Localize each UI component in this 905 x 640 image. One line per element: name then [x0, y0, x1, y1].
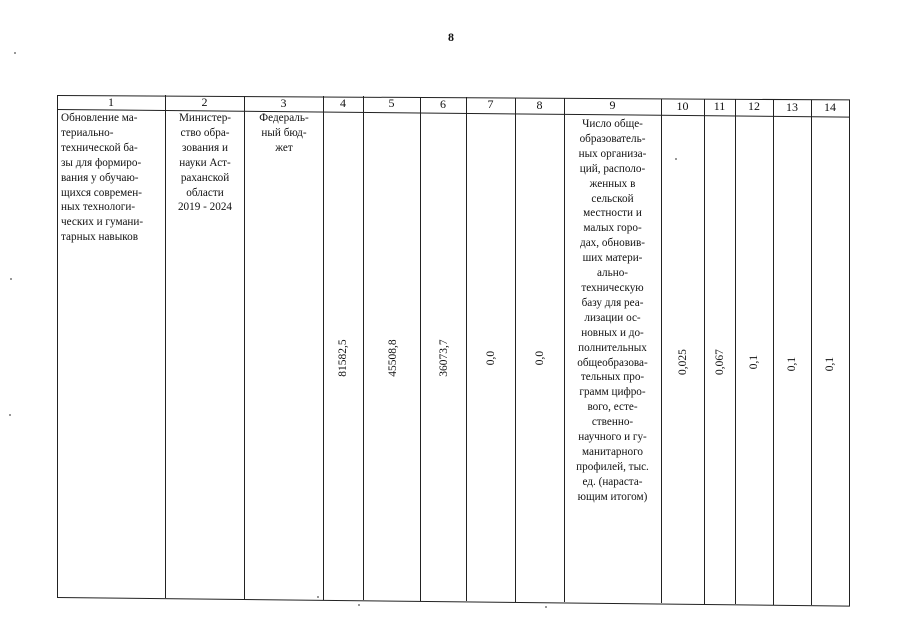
- cell-executor: Министер- ство обра- зования и науки Аст- раханской области 2019 - 2024: [177, 112, 233, 214]
- cell-value-12: 0,1: [748, 354, 760, 370]
- header-cell: 7: [487, 97, 494, 111]
- col-border: [661, 99, 662, 603]
- col-border: [466, 97, 467, 601]
- col-border: [57, 95, 58, 597]
- scan-speck: [675, 158, 677, 160]
- header-cell: 3: [280, 96, 287, 110]
- header-cell: 14: [824, 100, 836, 114]
- header-cell: 10: [676, 99, 689, 113]
- header-cell: 4: [340, 96, 346, 110]
- col-border: [363, 96, 364, 600]
- cell-indicator: Число обще- образователь- ных организа- ций, располо- женных в сельской местности и малых горо- дах, обновив- ших матери- ально- техническую базу для реа- лизации ос- новных и до- полнительных общеобразова- тельных про- грамм цифро- вого, есте- ственно- научного и гу- манитарного профилей, тыс. ед. (нараста- ющим итогом): [576, 118, 649, 503]
- scan-speck: [9, 414, 11, 416]
- cell-value-5: 45508,8: [387, 339, 399, 377]
- col-border: [773, 100, 774, 605]
- header-cell: 6: [440, 97, 446, 111]
- col-border: [704, 99, 705, 604]
- col-border: [564, 98, 565, 602]
- cell-value-6: 36073,7: [438, 339, 450, 377]
- cell-event-name: Обновление ма- териально- технической ба- зы для формиро- вания у обучаю- щихся современ- ных технологи- ческих и гумани- тарных навыков: [61, 112, 144, 244]
- scan-speck: [10, 278, 12, 280]
- header-cell: 12: [748, 99, 760, 113]
- header-cell: 9: [609, 98, 616, 112]
- cell-value-4: 81582,5: [337, 339, 349, 377]
- page-number: 8: [448, 30, 454, 44]
- cell-value-7: 0,0: [485, 350, 497, 366]
- scan-speck: [545, 606, 547, 608]
- header-cell: 5: [388, 96, 395, 110]
- scan-speck: [358, 604, 360, 606]
- col-border: [323, 96, 324, 600]
- col-border: [735, 99, 736, 604]
- header-cell: 8: [536, 98, 543, 112]
- col-border: [165, 95, 166, 598]
- scan-speck: [317, 596, 319, 598]
- cell-value-11: 0,067: [714, 349, 726, 375]
- header-cell: 11: [713, 99, 726, 113]
- col-border: [244, 96, 245, 599]
- table-bottom-border: [57, 597, 850, 607]
- cell-value-8: 0,0: [534, 350, 546, 366]
- col-border: [849, 100, 850, 606]
- header-cell: 1: [108, 95, 114, 109]
- header-cell: 13: [786, 100, 798, 114]
- scan-speck: [14, 52, 16, 54]
- col-border: [420, 97, 421, 601]
- header-cell: 2: [201, 95, 208, 109]
- cell-value-14: 0,1: [824, 356, 836, 372]
- cell-funding-source: Федераль- ный бюд- жет: [259, 112, 309, 154]
- col-border: [515, 98, 516, 602]
- col-border: [811, 100, 812, 605]
- cell-value-13: 0,1: [786, 356, 798, 372]
- cell-value-10: 0,025: [677, 349, 689, 375]
